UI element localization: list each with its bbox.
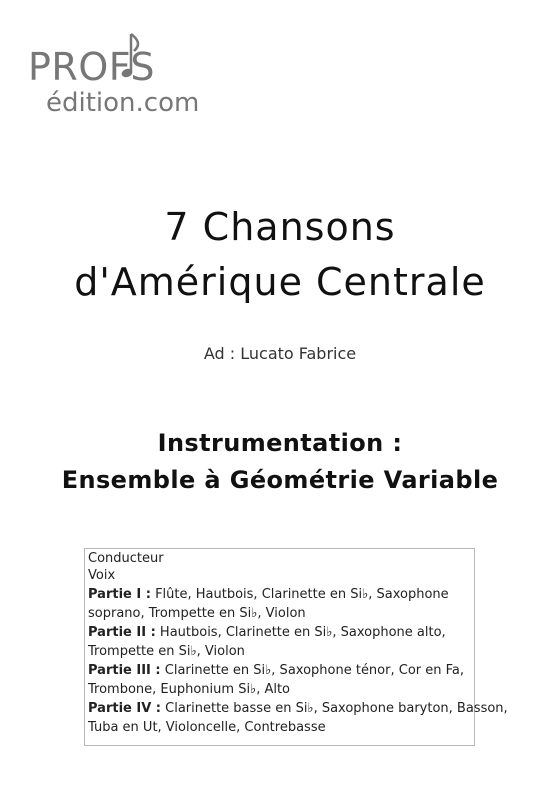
contents-item-conductor: Conducteur [88, 551, 164, 566]
part-instruments-continued: Tuba en Ut, Violoncelle, Contrebasse [88, 720, 326, 735]
score-title-line-2: d'Amérique Centrale [74, 260, 486, 304]
part-label: Partie I : [88, 587, 151, 602]
contents-item-voices: Voix [88, 568, 116, 583]
parts-contents-box [84, 548, 508, 746]
part-label: Partie II : [88, 625, 156, 640]
logo-main-text: PROFS [28, 45, 156, 89]
part-instruments: Clarinette basse en Si♭, Saxophone baryton, Basson, [161, 701, 508, 716]
part-label: Partie IV : [88, 701, 161, 716]
part-instruments: Flûte, Hautbois, Clarinette en Si♭, Saxophone [150, 587, 449, 602]
publisher-logo [28, 28, 208, 123]
logo-subtitle: édition.com [46, 88, 200, 118]
arranger-credit: Ad : Lucato Fabrice [203, 344, 357, 363]
ensemble-type: Ensemble à Géométrie Variable [61, 466, 499, 494]
part-instruments: Hautbois, Clarinette en Si♭, Saxophone alto, [155, 625, 446, 640]
part-row [88, 700, 508, 717]
part-row [88, 586, 471, 603]
part-label: Partie III : [88, 663, 161, 678]
part-instruments-continued: soprano, Trompette en Si♭, Violon [88, 606, 306, 621]
part-instruments: Clarinette en Si♭, Saxophone ténor, Cor en Fa, [160, 663, 464, 678]
part-instruments-continued: Trombone, Euphonium Si♭, Alto [88, 682, 291, 697]
score-title-line-1: 7 Chansons [164, 205, 396, 249]
part-row [88, 662, 471, 679]
part-row [88, 624, 471, 641]
part-instruments-continued: Trompette en Si♭, Violon [88, 644, 245, 659]
instrumentation-label: Instrumentation : [157, 429, 403, 457]
